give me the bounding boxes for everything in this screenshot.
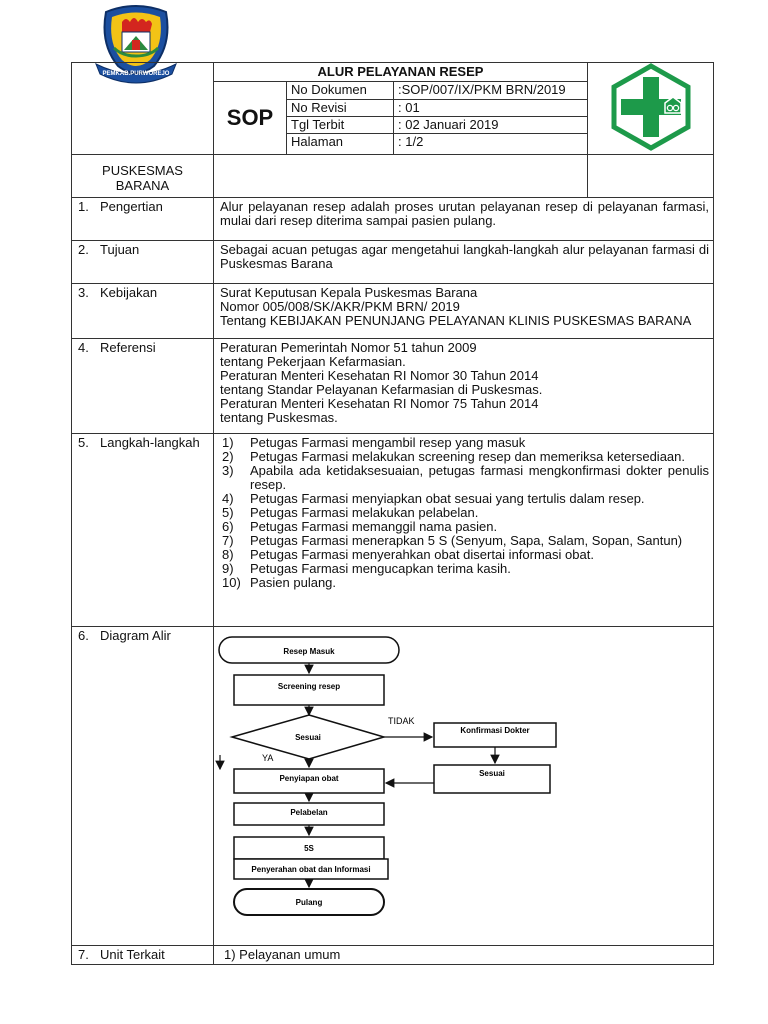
meta-key-page: Halaman [287,134,394,155]
health-logo-cell [588,63,714,155]
meta-key-doc: No Dokumen [287,82,394,100]
flowchart-cell [214,627,714,946]
kebijakan-line: Tentang KEBIJAKAN PENUNJANG PELAYANAN KLINIS PUSKESMAS BARANA [220,313,692,328]
step-item: 2) Petugas Farmasi melakukan screening resep dan memeriksa ketersediaan. [222,449,685,464]
step-item: 9) Petugas Farmasi mengucapkan terima kasih. [222,561,511,576]
flow-label-ya: YA [262,753,274,763]
step-item: 5) Petugas Farmasi melakukan pelabelan. [222,505,479,520]
section-label-kebijakan [72,284,214,339]
flow-label-sesuai-decision: Sesuai [295,733,321,742]
section-number: 5. [78,435,89,450]
section-label-text: Referensi [100,340,156,355]
section-number: 7. [78,947,89,962]
referensi-line: Peraturan Menteri Kesehatan RI Nomor 75 Tahun 2014 [220,396,539,411]
step-item: 7) Petugas Farmasi menerapkan 5 S (Senyum, Sapa, Salam, Sopan, Santun) [222,533,683,548]
flow-label-sesuai-box: Sesuai [479,769,505,778]
meta-value-doc: :SOP/007/IX/PKM BRN/2019 [394,82,588,100]
header-left-blank [72,63,214,155]
section-label-tujuan [72,241,214,284]
health-cross-icon [607,63,695,151]
section-body-unit: 1) Pelayanan umum [214,946,714,965]
organization-name [72,155,214,198]
flow-label-pelabelan: Pelabelan [290,808,328,817]
org-row-blank-right [588,155,714,198]
meta-value-rev: : 01 [394,100,588,117]
section-body-tujuan: Sebagai acuan petugas agar mengetahui langkah-langkah alur pelayanan farmasi di Puskesmas Barana [214,241,714,284]
flow-label-5s: 5S [304,844,314,853]
step-item: 8) Petugas Farmasi menyerahkan obat disertai informasi obat. [222,547,594,562]
org-line-1: PUSKESMAS [102,163,183,178]
referensi-line: Peraturan Pemerintah Nomor 51 tahun 2009 [220,340,477,355]
emblem-banner-text: PEMKAB.PURWOREJO [102,71,170,77]
meta-key-rev: No Revisi [287,100,394,117]
section-body-kebijakan [214,284,714,339]
section-body-langkah [214,434,714,627]
referensi-line: tentang Pekerjaan Kefarmasian. [220,354,406,369]
section-label-text: Unit Terkait [100,947,165,962]
flow-label-tidak: TIDAK [388,716,415,726]
referensi-line: Peraturan Menteri Kesehatan RI Nomor 30 Tahun 2014 [220,368,539,383]
step-item: 3) Apabila ada ketidaksesuaian, petugas farmasi mengkonfirmasi dokter penulis resep. [222,463,709,492]
section-label-text: Langkah-langkah [100,435,200,450]
section-label-diagram [72,627,214,946]
section-label-text: Pengertian [100,199,163,214]
section-number: 2. [78,242,89,257]
steps-list [220,436,709,590]
section-number: 3. [78,285,89,300]
flow-label-resep-masuk: Resep Masuk [283,647,335,656]
step-item: 6) Petugas Farmasi memanggil nama pasien. [222,519,498,534]
meta-value-date: : 02 Januari 2019 [394,117,588,134]
flow-label-penyerahan: Penyerahan obat dan Informasi [251,865,371,874]
section-label-text: Tujuan [100,242,140,257]
meta-value-page: : 1/2 [394,134,588,155]
section-label-langkah [72,434,214,627]
section-label-referensi [72,339,214,434]
flow-label-penyiapan: Penyiapan obat [279,774,339,783]
section-number: 4. [78,340,89,355]
org-line-2: BARANA [115,178,170,193]
kebijakan-line: Nomor 005/008/SK/AKR/PKM BRN/ 2019 [220,299,460,314]
meta-key-date: Tgl Terbit [287,117,394,134]
step-item: 10) Pasien pulang. [222,575,337,590]
section-number: 1. [78,199,89,214]
kebijakan-line: Surat Keputusan Kepala Puskesmas Barana [220,285,478,300]
section-label-text: Diagram Alir [100,628,171,643]
org-row-blank [214,155,588,198]
sop-label: SOP [214,82,287,155]
referensi-line: tentang Standar Pelayanan Kefarmasian di Puskesmas. [220,382,543,397]
referensi-line: tentang Puskesmas. [220,410,338,425]
section-body-pengertian: Alur pelayanan resep adalah proses urutan pelayanan resep di pelayanan farmasi, mulai dari resep diterima sampai pasien pulang. [214,198,714,241]
section-body-referensi [214,339,714,434]
step-item: 4) Petugas Farmasi menyiapkan obat sesuai yang tertulis dalam resep. [222,491,645,506]
section-label-pengertian [72,198,214,241]
flow-label-screening: Screening resep [277,682,341,691]
flow-label-konfirmasi: Konfirmasi Dokter [460,726,530,735]
document-title: ALUR PELAYANAN RESEP [214,63,588,82]
section-label-text: Kebijakan [100,285,158,300]
step-item: 1) Petugas Farmasi mengambil resep yang masuk [222,435,526,450]
flow-label-pulang: Pulang [295,898,323,907]
sop-table [71,62,714,965]
section-label-unit [72,946,214,965]
section-number: 6. [78,628,89,643]
flowchart [214,627,712,945]
